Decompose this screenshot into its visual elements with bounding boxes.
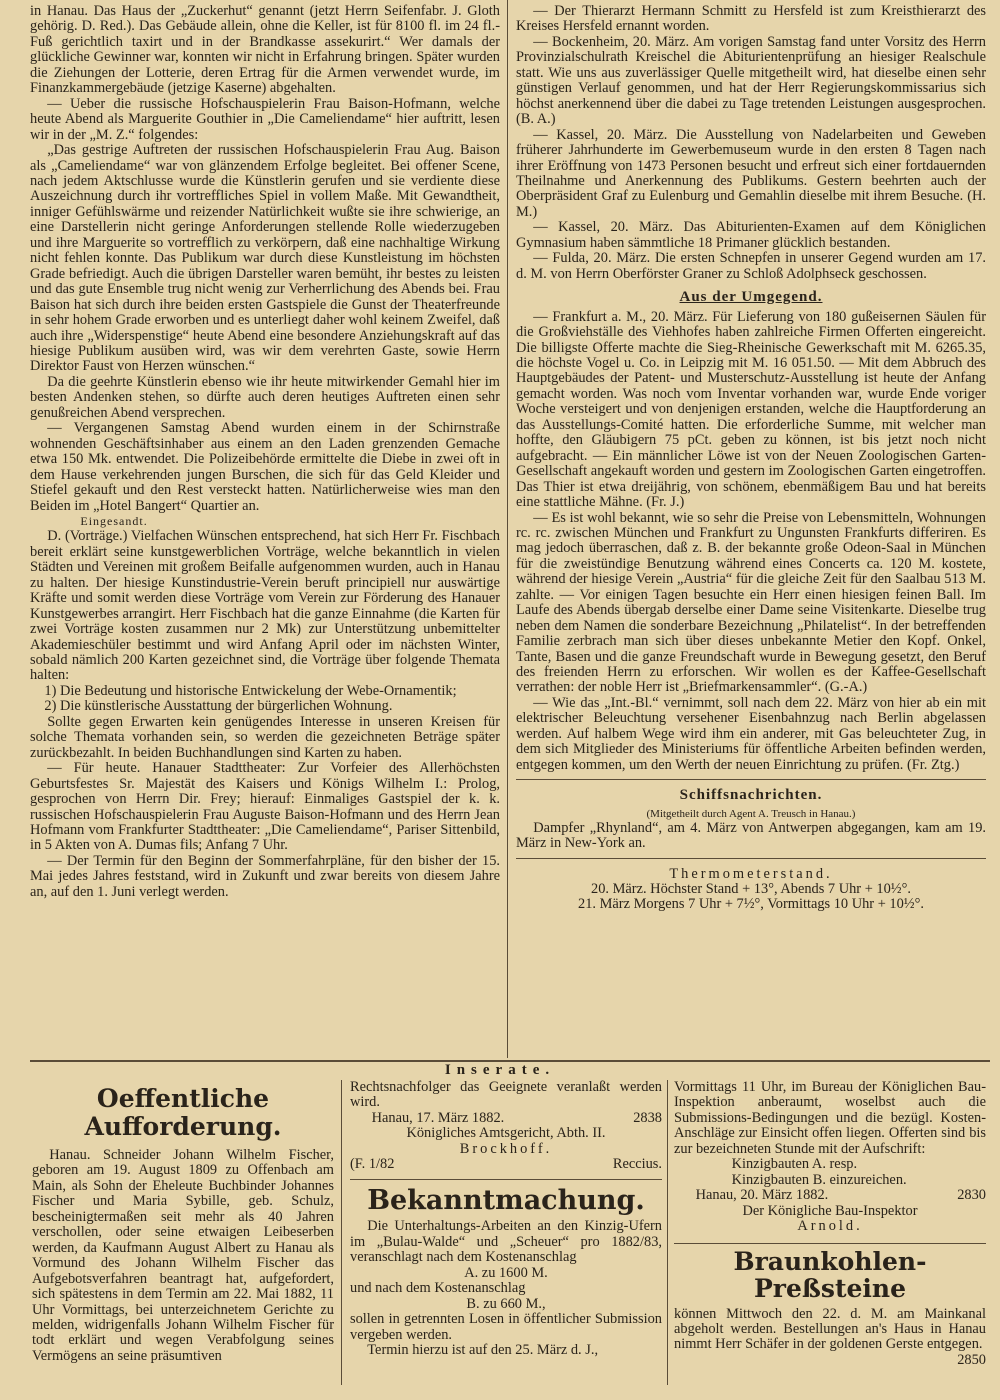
column-divider [507, 0, 508, 1058]
article-paragraph: — Vergangenen Samstag Abend wurden einem in der Schirnstraße wohnenden Geschäftsinhaber aus einem an den Laden grenzenden Gemache etwa 150 Mk. entwendet. Die Polizeibehörde ermittelte die Diebe in zwei oft in dem Hause verkehrenden jungen Burschen, die sich für das Geld Kleider und Stiefel gekauft und den Rest versteckt hatten. Natürlicherweise wies man den Beiden im „Hotel Bangert“ Quartier an. [30, 420, 500, 514]
thermometer-reading: 21. März Morgens 7 Uhr + 7½°, Vormittags 10 Uhr + 10½°. [578, 896, 924, 913]
divider [674, 1243, 986, 1244]
ad-item: B. zu 660 M., [466, 1295, 546, 1312]
ad-text: sollen in getrennten Losen in öffentlicher Submission vergeben werden. [350, 1311, 662, 1343]
ad-date-row [674, 1188, 986, 1203]
article-paragraph: Sollte gegen Erwarten kein genügendes Interesse in unseren Kreisen für solche Themata vorhanden sein, so werden die gezeichneten Beträge später zurückbezahlt. In beiden Buchhandlungen sind Karten zu haben. [30, 713, 500, 761]
right-column [516, 4, 986, 913]
article-paragraph: „Das gestrige Auftreten der russischen Hofschauspielerin Frau Aug. Baison als „Cameliendame“ war von glänzendem Erfolge begleitet. Bei offener Scene, nach jedem Aktschlusse wurde die Künstlerin gerufen und sie verdiente diese Auszeichnung durch ihr vortreffliches Spiel in vollem Maße. Mit Gewandtheit, inniger Gefühlswärme und reizender Natürlichkeit wußte sie ihre schwierige, an eine Darstellerin nicht geringe Anforderungen stellende Rolle wiederzugeben und ihre Marguerite so vortrefflich zu verkörpern, daß eine nachhaltige Wirkung nicht fehlen konnte. Das Publikum war durch diese Kunstleistung im höchsten Grade befriedigt. Auch die übrigen Darsteller waren bemüht, ihr bestes zu leisten und das gute Ensemble trug nicht wenig zur Verherrlichung des Abends bei. Frau Baison hat sich durch ihre beiden ersten Gastspiele die Gunst der Theaterfreunde in sehr hohem Grade erworben und es unterliegt daher wohl keinem Zweifel, daß auch ihre „Widerspenstige“ heute Abend eine besondere Anziehungskraft auf das hiesige Publikum ausüben wird, was wir dem verehrten Gaste, sowie Herrn Direktor Faust von Herzen wünschen.“ [30, 142, 500, 375]
ad-number: 2838 [633, 1109, 662, 1126]
article-paragraph: — Bockenheim, 20. März. Am vorigen Samstag fand unter Vorsitz des Herrn Provinzialschulrath Kreischel die Abiturientenprüfung an hiesiger Realschule statt. Wie uns aus zuverlässiger Quelle mitgetheilt wird, hat dieselbe einen sehr günstigen Verlauf genommen, und hat der Herr Regierungskommissarius sich höchst anerkennend über die dabei zu Tage tretenden Leistungen ausgesprochen. (B. A.) [516, 33, 986, 128]
ad-clerk: Reccius. [612, 1156, 662, 1173]
article-paragraph: — Ueber die russische Hofschauspielerin Frau Baison-Hofmann, welche heute Abend als Marguerite Gouthier in „Die Cameliendame“ hier auftritt, lesen wir in der „M. Z.“ folgendes: [30, 95, 500, 143]
list-item: 1) Die Bedeutung und historische Entwickelung der Webe-Ornamentik; [44, 682, 457, 699]
divider [516, 779, 986, 780]
list-item: 2) Die künstlerische Ausstattung der bürgerlichen Wohnung. [44, 698, 393, 715]
ad-text: Die Unterhaltungs-Arbeiten an den Kinzig-Ufern im „Bulau-Walde“ und „Scheuer“ pro 1882/83, veranschlagt nach dem Kostenanschlag [350, 1218, 662, 1266]
ad-text: Vormittags 11 Uhr, im Bureau der Königlichen Bau-Inspektion anberaumt, woselbst auch die Submissions-Bedingungen und die bezügl. Kosten-Anschläge zur Einsicht offen liegen. Offerten sind bis zur bezeichneten Stunde mit der Aufschrift: [674, 1079, 986, 1157]
ad-number: 2850 [957, 1351, 986, 1368]
thermometer-reading: 20. März. Höchster Stand + 13°, Abends 7 Uhr + 10½°. [591, 881, 911, 898]
ad-court: Königliches Amtsgericht, Abth. II. [406, 1125, 606, 1142]
ad-item: A. zu 1600 M. [464, 1264, 548, 1281]
ad-date-row [350, 1111, 662, 1126]
ad-text: Termin hierzu ist auf den 25. März d. J., [367, 1342, 599, 1359]
section-heading: Schiffsnachrichten. [679, 787, 823, 804]
article-paragraph: — Der Thierarzt Hermann Schmitt zu Hersfeld ist zum Kreisthierarzt des Kreises Hersfeld ernannt worden. [516, 3, 986, 35]
article-paragraph: Dampfer „Rhynland“, am 4. März von Antwerpen abgegangen, kam am 19. März in New-York an. [516, 819, 986, 852]
ad-text: und nach dem Kostenanschlag [350, 1280, 526, 1297]
inserate-header: Inserate. [444, 1062, 556, 1078]
ad-ref-row [350, 1157, 662, 1172]
ad-title: Braunkohlen-Preßsteine [733, 1246, 927, 1304]
ad-title: Oeffentliche Aufforderung. [84, 1084, 282, 1141]
article-paragraph: Da die geehrte Künstlerin ebenso wie ihr heute mitwirkender Gemahl hier im besten Andenken stehen, so dürfte auch deren heutiges Auftreten einen sehr genußreichen Abend versprechen. [30, 373, 500, 421]
ad-item: Kinzigbauten B. einzureichen. [731, 1171, 907, 1188]
article-paragraph: — Fulda, 20. März. Die ersten Schnepfen in unserer Gegend wurden am 17. d. M. von Herrn Oberförster Graner zu Schloß Adolphseck geschossen. [516, 250, 986, 282]
ad-item: Kinzigbauten A. resp. [731, 1156, 858, 1173]
ad-signer: Arnold. [797, 1218, 863, 1235]
ad-signer: Brockhoff. [459, 1140, 553, 1157]
ad-right-column [674, 1080, 986, 1368]
ad-ref: (F. 1/82 [350, 1156, 395, 1173]
ad-date: Hanau, 20. März 1882. [695, 1187, 829, 1204]
ad-aufforderung [32, 1085, 334, 1364]
article-paragraph: — Kassel, 20. März. Die Ausstellung von Nadelarbeiten und Geweben früherer Jahrhunderte im Gewerbemuseum wurde in den ersten 8 Tagen nach ihrer Eröffnung von 1473 Personen besucht und erfreut sich einer fortdauernden Theilnahme und Anerkennung des Publikums. Gestern beehrten auch der Oberpräsident Graf zu Eulenburg und Gemahlin dieselbe mit ihrem Besuche. (H. M.) [516, 126, 986, 220]
column-divider [341, 1080, 342, 1385]
article-paragraph: — Frankfurt a. M., 20. März. Für Lieferung von 180 gußeisernen Säulen für die Großviehställe des Viehhofes haben zahlreiche Firmen Offerten eingereicht. Die billigste Offerte machte die Sieg-Rheinische Gewerkschaft mit M. 6265.35, die höchste Vogel u. Co. in Leipzig mit M. 16 051.50. — Mit dem Abbruch des Hauptgebäudes der Patent- und Musterschutz-Ausstellung ist heute der Anfang gemacht worden. Was noch vom Inventar vorhanden war, wurde Ende voriger Woche versteigert und von denjenigen erstanden, welche die Hauptforderung an das Ausstellungs-Comité hatten. Die erforderliche Summe, mit welcher man hoffte, den Gläubigern 75 pCt. geben zu können, ist bis jetzt noch nicht aufgebracht. — Ein männlicher Löwe ist von der Neuen Zoologischen Garten-Gesellschaft angekauft worden und gestern im Zoologischen Garten eingetroffen. Das Thier ist etwa dreijährig, von schönem, ebenmäßigem Bau und hat bereits eine stattliche Mähne. (Fr. J.) [516, 308, 986, 511]
ad-date: Hanau, 17. März 1882. [371, 1109, 505, 1126]
article-paragraph: in Hanau. Das Haus der „Zuckerhut“ genannt (jetzt Herrn Seifenfabr. J. Gloth gehörig. D. Red.). Das Gebäude allein, ohne die Keller, ist für 8100 fl. im 24 fl.-Fuß gerichtlich taxirt und in der Brandkasse assekurirt.“ Wer damals der glückliche Gewinner war, konnten wir nicht in Erfahrung bringen. Später wurden die Ziehungen der Lotterie, deren Ertrag für die Armen verwendet wurde, im Finanzkammergebäude (jetzige Kaserne) abgehalten. [30, 3, 500, 97]
ad-middle-column [350, 1080, 662, 1358]
article-paragraph: D. (Vorträge.) Vielfachen Wünschen entsprechend, hat sich Herr Fr. Fischbach bereit erklärt seine kunstgewerblichen Vorträge, welche bekanntlich in vielen Städten und Vereinen mit großem Beifalle aufgenommen wurden, auch in Hanau zu halten. Der hiesige Kunstindustrie-Verein beruft principiell nur auswärtige Kräfte und somit werden diese Vorträge vom Verein zur Förderung des Hanauer Kunstgewerbes arrangirt. Herr Fischbach hat die ganze Einnahme (die Karten für zwei Vorträge kosten zusammen nur 2 Mk) zur Unterstützung unbemittelter Akademieschüler bestimmt und wird Anfang April oder im nächsten Winter, sobald nämlich 200 Karten gezeichnet sind, die Vorträge über folgende Themata halten: [30, 528, 500, 684]
article-paragraph: — Kassel, 20. März. Das Abiturienten-Examen auf dem Königlichen Gymnasium haben sämmtliche 18 Primaner glücklich bestanden. [516, 219, 986, 251]
section-label: Eingesandt. [80, 513, 148, 528]
ad-title: Bekanntmachung. [367, 1184, 645, 1216]
article-paragraph: — Wie das „Int.-Bl.“ vernimmt, soll nach dem 22. März von hier ab ein mit elektrischer Beleuchtung versehener Eisenbahnzug nach Berlin abgelassen werden. Auf halbem Wege wird ihm ein anderer, mit Gas beleuchteter Zug, in dem sich Mitglieder des Ministeriums für öffentliche Arbeiten befinden werden, entgegen kommen, um den Werth der neuen Einrichtung zu prüfen. (Fr. Ztg.) [516, 694, 986, 773]
topic-list [30, 684, 500, 715]
section-heading: Thermometerstand. [669, 865, 833, 882]
section-subtitle: (Mitgetheilt durch Agent A. Treusch in Hanau.) [646, 807, 856, 820]
ad-text: Rechtsnachfolger das Geeignete veranlaßt werden wird. [350, 1079, 662, 1111]
section-heading: Aus der Umgegend. [679, 289, 823, 306]
ad-text: Hanau. Schneider Johann Wilhelm Fischer, geboren am 19. August 1809 zu Offenbach am Main, als Sohn der Eheleute Buchbinder Johannes Fischer und Maria Sybille, geb. Schulz, bescheinigtermaßen seit mehr als 40 Jahren verschollen, oder seine etwaigen Leibeserben werden, da Kaufmann August Albert zu Hanau als Vormund des Johann Wilhelm Fischer das Aufgebotsverfahren beantragt hat, aufgefordert, sich spätestens in dem Termin am 22. Mai 1882, 11 Uhr Vormittags, bei unterzeichnetem Gerichte zu melden, widrigenfalls Johann Wilhelm Fischer für todt erklärt und wegen Verabfolgung seines Vermögens an seine präsumtiven [32, 1147, 334, 1364]
left-column [30, 4, 500, 900]
article-paragraph: — Der Termin für den Beginn der Sommerfahrpläne, für den bisher der 15. Mai jedes Jahres feststand, wird in Zukunft und zwar bereits von diesem Jahre an, auf den 1. Juni verlegt werden. [30, 852, 500, 900]
divider [350, 1179, 662, 1180]
article-paragraph: — Es ist wohl bekannt, wie so sehr die Preise von Lebensmitteln, Wohnungen rc. rc. zwischen München und Frankfurt zu Ungunsten Frankfurts differiren. Es mag jedoch überraschen, daß z. B. der bekannte große Odeon-Saal in München für die zweistündige Benutzung während eines Concerts ca. 120 M. kostete, während der hiesige Verein „Austria“ für die gleiche Zeit für den Saalbau 513 M. zahlte. — Vor einigen Tagen besuchte ein Herr einen hiesigen feinen Ball. Im Laufe des Abends übergab derselbe einer Dame seine Visitenkarte. Dieselbe trug neben dem Namen die sonderbare Bezeichnung „Philatelist“. In der betreffenden Familie zerbrach man sich über dieses unbekannte Metier den Kopf. Onkel, Tante, Basen und die ganze Freundschaft wurde in Bewegung gesetzt, den Beruf des freienden Herrn zu erforschen. Wir wollen es der Kaffee-Gesellschaft verrathen: der noble Herr ist „Briefmarkensammler“. (G.-A.) [516, 509, 986, 696]
ad-number: 2830 [957, 1187, 986, 1204]
ad-text: können Mittwoch den 22. d. M. am Mainkanal abgeholt werden. Bestellungen an's Haus in Hanau nimmt Herr Schäfer in der goldenen Gerste entgegen. [674, 1305, 986, 1353]
ad-office: Der Königliche Bau-Inspektor [742, 1202, 918, 1219]
column-divider [667, 1080, 668, 1385]
article-paragraph: — Für heute. Hanauer Stadttheater: Zur Vorfeier des Allerhöchsten Geburtsfestes Sr. Majestät des Kaisers und Königs Wilhelm I.: Prolog, gesprochen von Herrn Dir. Frey; hierauf: Einmaliges Gastspiel der k. k. russischen Hofschauspielerin Frau Auguste Baison-Hofmann und des Herrn Jean Hofmann vom Frankfurter Stadttheater: „Die Cameliendame“, Pariser Sittenbild, in 5 Akten von A. Dumas fils; Anfang 7 Uhr. [30, 760, 500, 854]
divider [516, 858, 986, 859]
